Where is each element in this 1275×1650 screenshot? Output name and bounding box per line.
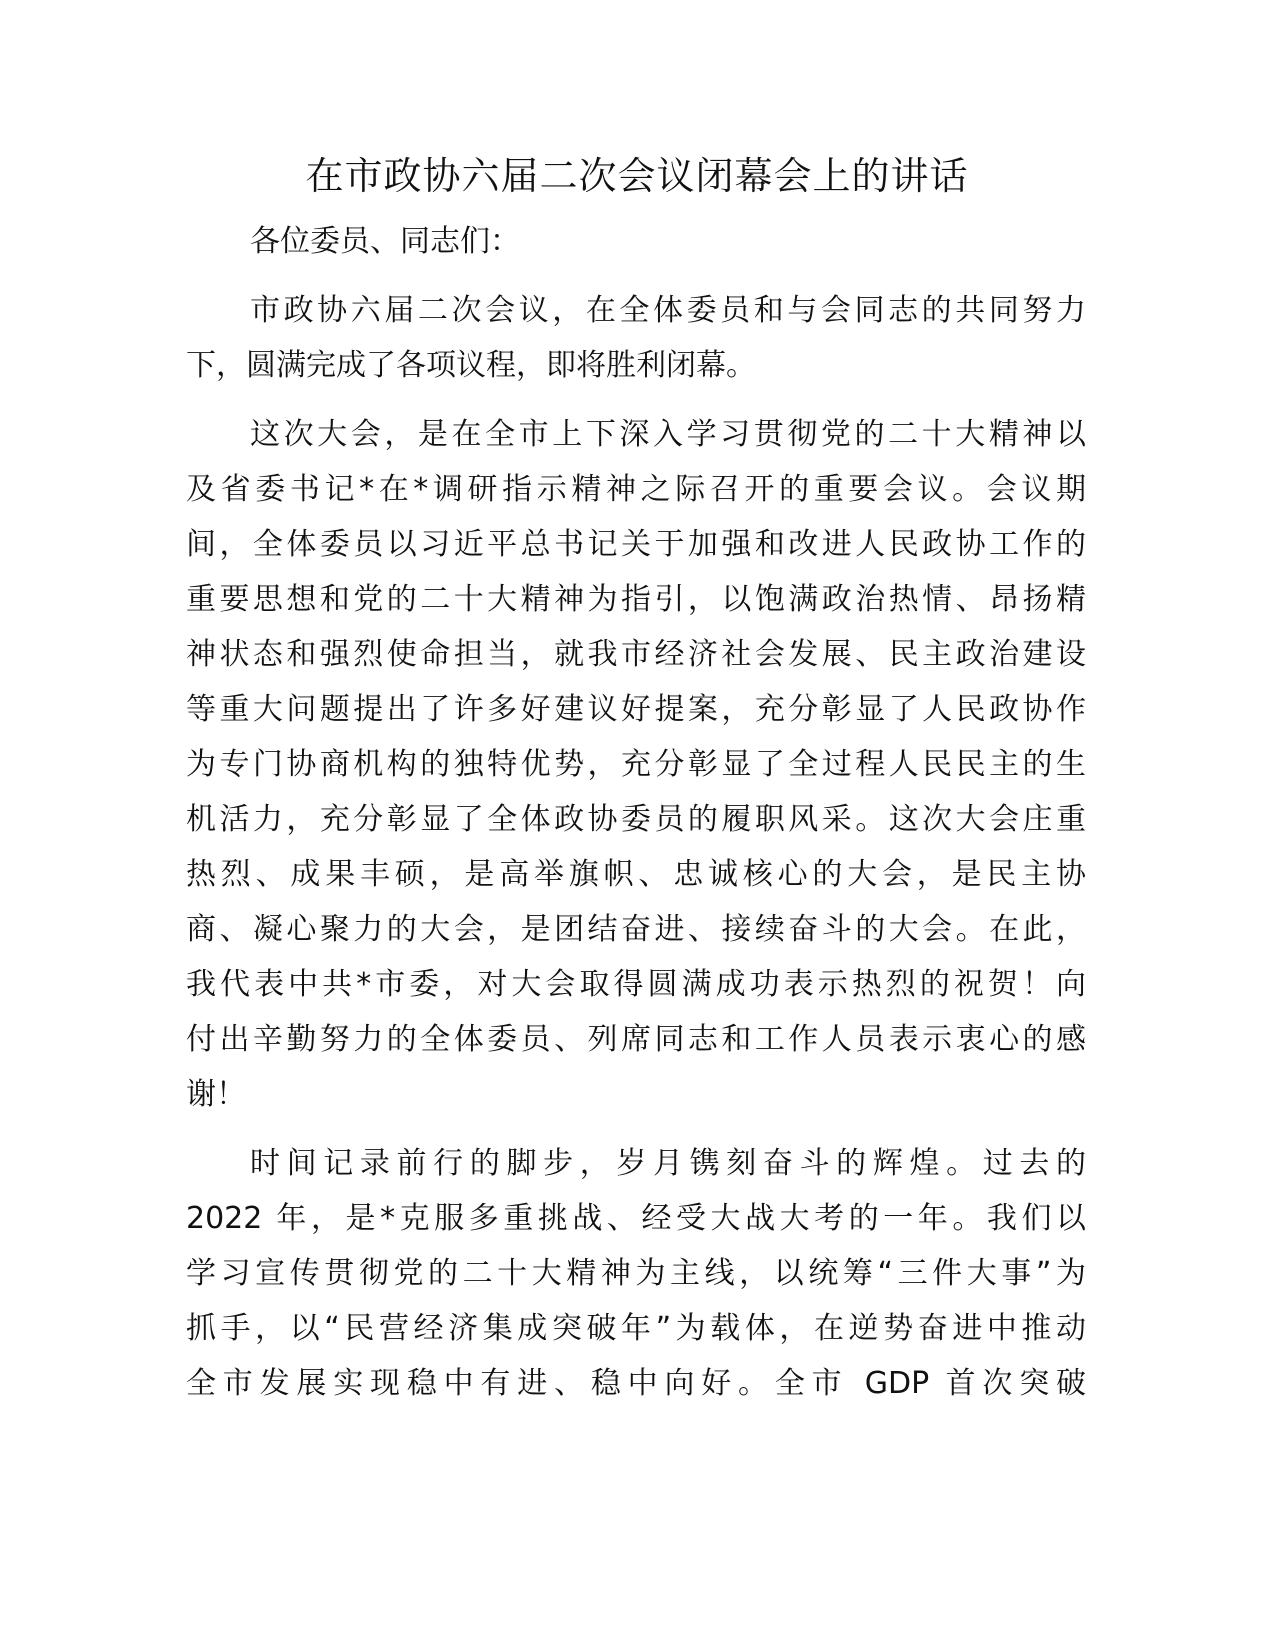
salutation: 各位委员、同志们：: [250, 224, 520, 259]
paragraph-2-line-12: 付出辛勤努力的全体委员、列席同志和工作人员表示衷心的感: [186, 1022, 1086, 1057]
paragraph-2-line-8: 机活力，充分彰显了全体政协委员的履职风采。这次大会庄重: [186, 802, 1086, 837]
paragraph-3-line-4: 抓手，以“民营经济集成突破年”为载体，在逆势奋进中推动: [186, 1311, 1086, 1346]
paragraph-1-line-1: 市政协六届二次会议，在全体委员和与会同志的共同努力: [250, 293, 1086, 328]
paragraph-2-line-6: 等重大问题提出了许多好建议好提案，充分彰显了人民政协作: [186, 692, 1086, 727]
document-title: 在市政协六届二次会议闭幕会上的讲话: [305, 154, 969, 198]
paragraph-2-line-5: 神状态和强烈使命担当，就我市经济社会发展、民主政治建设: [186, 637, 1086, 672]
paragraph-2-line-9: 热烈、成果丰硕，是高举旗帜、忠诚核心的大会，是民主协: [186, 857, 1086, 892]
paragraph-2-line-10: 商、凝心聚力的大会，是团结奋进、接续奋斗的大会。在此，: [186, 912, 1086, 947]
paragraph-3-line-5: 全市发展实现稳中有进、稳中向好。全市 GDP 首次突破: [186, 1366, 1086, 1401]
paragraph-3-line-1: 时间记录前行的脚步，岁月镌刻奋斗的辉煌。过去的: [250, 1146, 1086, 1181]
paragraph-2-line-1: 这次大会，是在全市上下深入学习贯彻党的二十大精神以: [250, 417, 1086, 452]
paragraph-1-line-2: 下，圆满完成了各项议程，即将胜利闭幕。: [186, 348, 756, 383]
paragraph-2-line-13: 谢！: [186, 1077, 246, 1112]
paragraph-2-line-7: 为专门协商机构的独特优势，充分彰显了全过程人民民主的生: [186, 747, 1086, 782]
paragraph-2-line-3: 间，全体委员以习近平总书记关于加强和改进人民政协工作的: [186, 527, 1086, 562]
paragraph-2-line-11: 我代表中共*市委，对大会取得圆满成功表示热烈的祝贺！向: [186, 967, 1086, 1002]
paragraph-3-line-3: 学习宣传贯彻党的二十大精神为主线，以统筹“三件大事”为: [186, 1256, 1086, 1291]
paragraph-3-line-2: 2022 年，是*克服多重挑战、经受大战大考的一年。我们以: [186, 1201, 1086, 1236]
paragraph-2-line-4: 重要思想和党的二十大精神为指引，以饱满政治热情、昂扬精: [186, 582, 1086, 617]
paragraph-2-line-2: 及省委书记*在*调研指示精神之际召开的重要会议。会议期: [186, 472, 1086, 507]
